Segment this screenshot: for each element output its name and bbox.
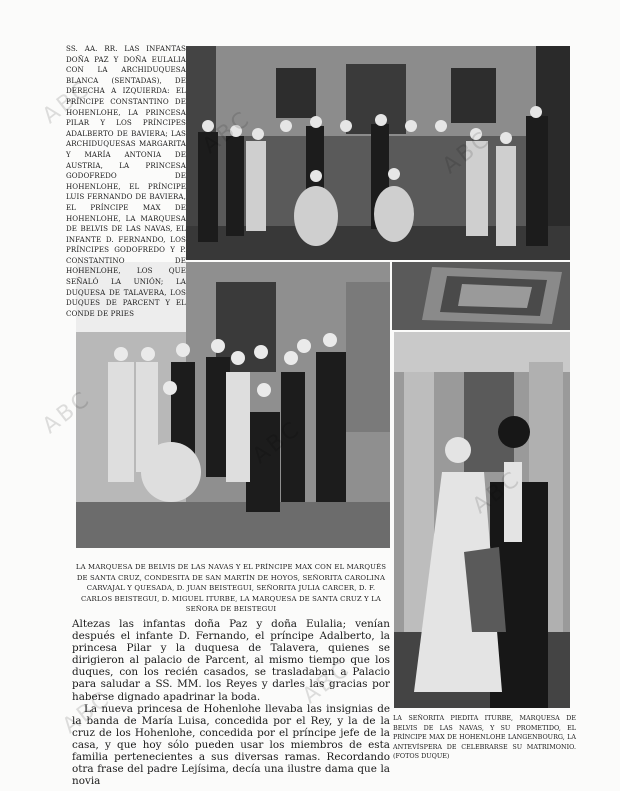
caption-royal-group: SS. AA. RR. LAS INFANTAS DOÑA PAZ Y DOÑA EULALIA CON LA ARCHIDUQUESA BLANCA (SENTADAS), DE DERECHA A IZQUIERDA: EL PRÍNCIPE CONSTANTINO DE HOHENLOHE, LA PRINCESA PILAR Y LOS PRÍNCIPES ADALBERTO DE BAVIERA; LAS ARCHIDUQUESAS MARGARITA Y MARÍA ANTONIA DE AUSTRIA, LA PRINCESA GODOFREDO DE HOHENLOHE, EL PRÍNCIPE LUIS FERNANDO DE BAVIERA, EL PRÍNCIPE MAX DE HOHENLOHE, LA MARQUESA DE BELVIS DE LAS NAVAS, EL INFANTE D. FERNANDO, LOS PRÍNCIPES GODOFREDO Y P. CONSTANTINO DE HOHENLOHE, LOS QUE SEÑALÓ LA UNIÓN; LA DUQUESA DE TALAVERA, LOS DUQUES DE PARCENT Y EL CONDE DE PRIES [66,44,186,318]
photo-carpet [392,262,570,330]
caption-santa-cruz-group: LA MARQUESA DE BELVIS DE LAS NAVAS Y EL PRÍNCIPE MAX CON EL MARQUÉS DE SANTA CRUZ, CONDESITA DE SAN MARTÍN DE HOYOS, SEÑORITA CAROLINA CARVAJAL Y QUESADA, D. JUAN BEISTEGUI, SEÑORITA JULIA CARCER, D. F. CARLOS BEISTEGUI, D. MIGUEL ITURBE, LA MARQUESA DE SANTA CRUZ Y LA SEÑORA DE BEISTEGUI [75,563,387,613]
photo-royal-group [186,46,570,260]
article-body [72,618,390,787]
photo-engaged-couple [394,332,570,708]
photo-royal-group-image [186,46,570,260]
watermark: ABC [38,75,97,130]
article-paragraph-2: La nueva princesa de Hohenlohe llevaba las insignias de la banda de María Luisa, concedida por el Rey, y la de la cruz de los Hohenlohe, concedida por el príncipe jefe de la casa, y que hoy sólo pueden usar los miembros de esta familia pertenecientes a sus diversas ramas. Recordando otra frase del padre Lejísima, decía una ilustre dama que la novia [72,702,390,788]
watermark: ABC [58,685,117,740]
article-paragraph-1: Altezas las infantas doña Paz y doña Eulalia; venían después el infante D. Fernando, el príncipe Adalberto, la princesa Pilar y la duquesa de Talavera, quienes se dirigieron al palacio de Parcent, al mismo tiempo que los duques, con los recién casados, se trasladaban a Palacio para saludar a SS. MM. los Reyes y darles las gracias por haberse dignado apadrinar la boda. [72,618,390,703]
photo-carpet-image [392,262,570,330]
photo-engaged-couple-image [394,332,570,708]
caption-engaged-couple: LA SEÑORITA PIEDITA ITURBE, MARQUESA DE BELVIS DE LAS NAVAS, Y SU PROMETIDO, EL PRÍNCIPE MAX DE HOHENLOHE LANGENBOURG, LA ANTEVÍSPERA DE CELEBRARSE SU MATRIMONIO. (FOTOS DUQUE) [393,714,576,761]
watermark: ABC [298,655,357,710]
watermark: ABC [38,385,97,440]
